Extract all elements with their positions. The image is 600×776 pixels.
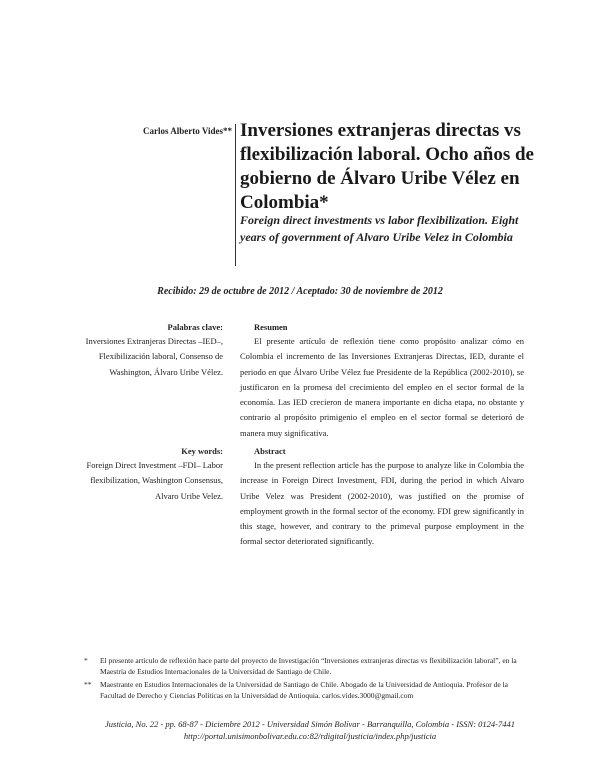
article-title: Inversiones extranjeras directas vs flexibilización laboral. Ocho años de gobierno de Álvaro Uribe Vélez en Colombia* (240, 120, 534, 213)
keywords-es: Inversiones Extranjeras Directas –IED–, Flexibilización laboral, Consenso de Washington, Álvaro Uribe Vélez. (85, 336, 223, 377)
footnotes (84, 655, 524, 703)
footnote-text: El presente artículo de reflexión hace parte del proyecto de Investigación “Inversiones extranjeras directas vs flexibilización laboral”, en la Maestría de Estudios Internacionales de la Universidad de Santiago de Chile. (100, 656, 517, 676)
received-accepted-dates: Recibido: 29 de octubre de 2012 / Aceptado: 30 de noviembre de 2012 (157, 286, 443, 297)
journal-url[interactable]: http://portal.unisimonbolivar.edu.co:82/rdigital/justicia/index.php/justicia (183, 731, 437, 741)
keywords-label-en: Key words: (181, 446, 223, 456)
page-footer (100, 718, 520, 742)
footnote (84, 655, 524, 677)
abstract-text: In the present reflection article has the purpose to analyze like in Colombia the increase in Foreign Direct Investment, FDI, during the period in which Alvaro Uribe Velez was President (2002-2010), was justified on the promise of employment growth in the formal sector of the economy. FDI grew significantly in this stage, however, and contrary to the primeval purpose employment in the formal sector deteriorated significantly. (240, 460, 524, 547)
article-subtitle: Foreign direct investments vs labor flexibilization. Eight years of government of Alvaro Uribe Velez in Colombia (240, 213, 519, 244)
resumen-text: El presente artículo de reflexión tiene como propósito analizar cómo en Colombia el incremento de las Inversiones Extranjeras Directas, IED, durante el periodo en que Álvaro Uribe Vélez fue Presidente de la República (2002-2010), se justificaron en la promesa del crecimiento del empleo en el sector formal de la economía. Las IED crecieron de manera importante en dicha etapa, no obstante y contrario al propósito primigenio el empleo en el sector formal se deterioró de manera muy significativa. (240, 336, 524, 438)
footnote-text: Maestrante en Estudios Internacionales de la Universidad de Santiago de Chile. Abogado de la Universidad de Antioquia. Profesor de la Facultad de Derecho y Ciencias Políticas en la Universidad de Antioquia. carlos.vides.3000@gmail.com (100, 680, 509, 700)
footnote-mark: * (84, 656, 88, 665)
abstract-heading: Abstract (254, 446, 286, 456)
footnote (84, 679, 524, 701)
keywords-label-es: Palabras clave: (167, 322, 223, 332)
resumen-heading: Resumen (254, 322, 288, 332)
journal-citation: Justicia, No. 22 - pp. 68-87 - Diciembre 2012 - Universidad Simón Bolívar - Barranquilla, Colombia - ISSN: 0124-7441 (104, 719, 515, 729)
title-divider (235, 124, 236, 266)
author-name: Carlos Alberto Vides** (143, 126, 232, 136)
keywords-en: Foreign Direct Investment –FDI– Labor flexibilization, Washington Consensus, Alvaro Uribe Velez. (86, 460, 223, 501)
footnote-mark: ** (84, 680, 92, 689)
